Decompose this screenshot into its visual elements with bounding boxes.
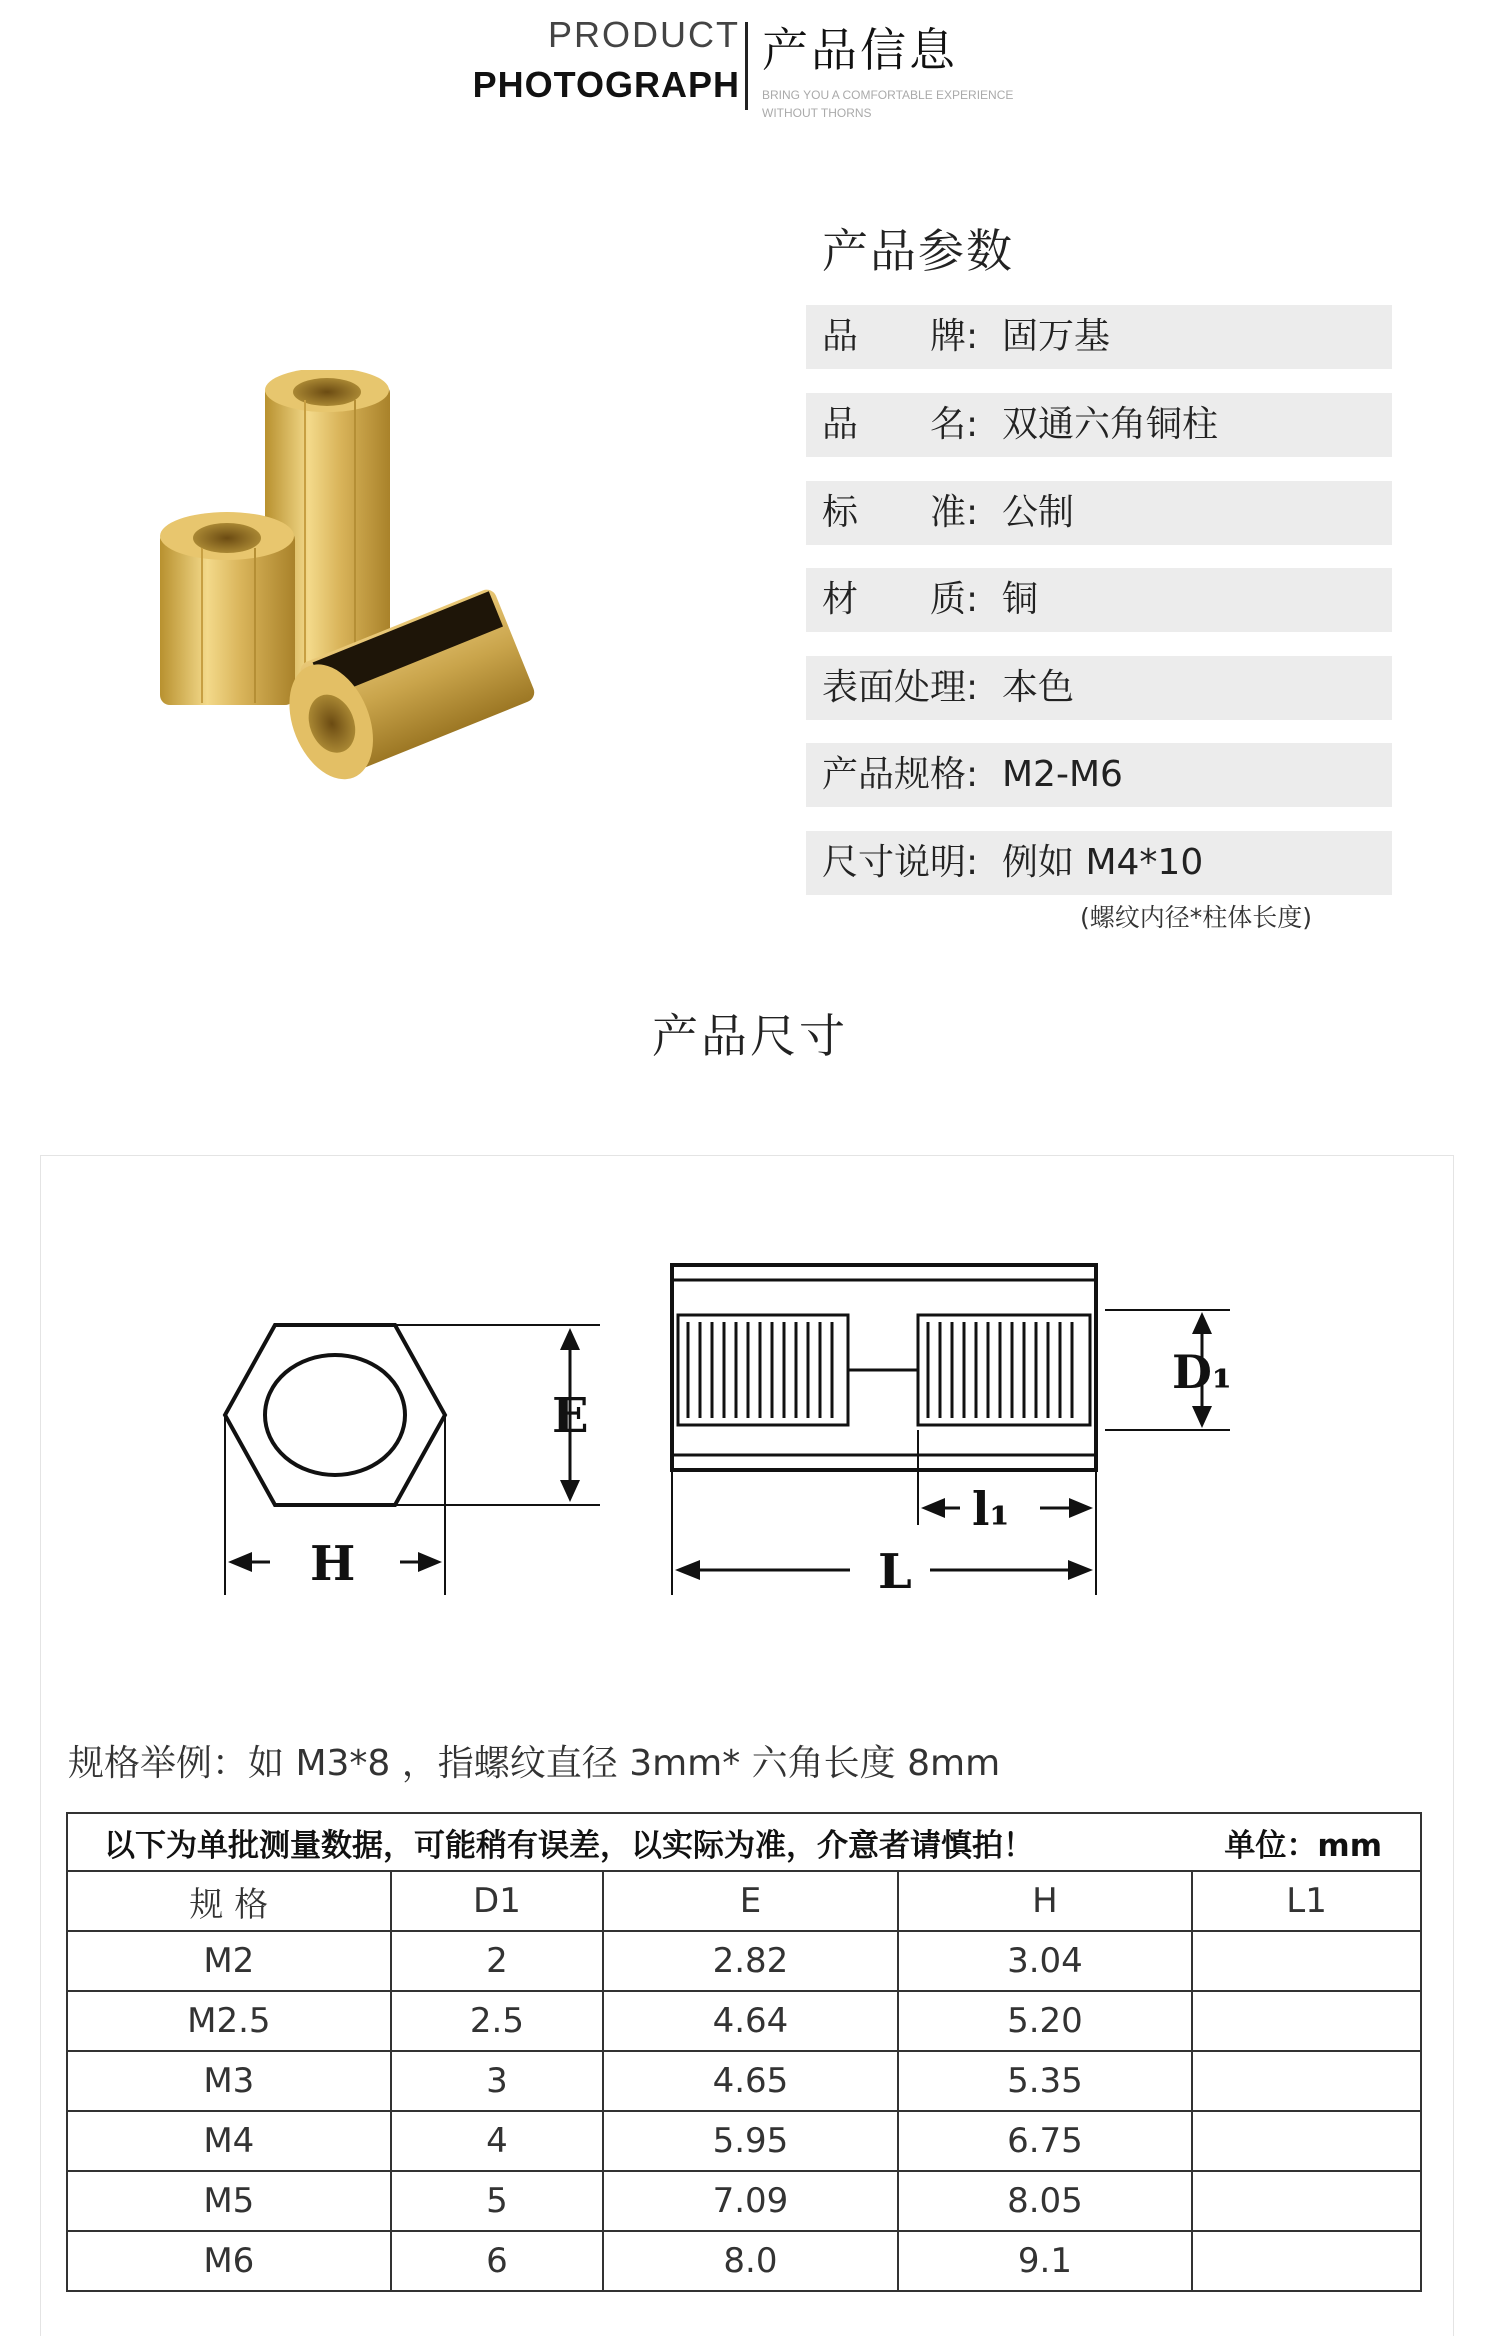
cell: 5.20 bbox=[898, 1991, 1193, 2051]
cell: 3.04 bbox=[898, 1931, 1193, 1991]
cell: 8.0 bbox=[603, 2231, 897, 2291]
header-product-word: PRODUCT bbox=[548, 14, 740, 55]
label-D1: D₁ bbox=[1172, 1345, 1233, 1399]
cell bbox=[1192, 2231, 1421, 2291]
param-value: 例如 M4*10 bbox=[1002, 842, 1204, 883]
table-row bbox=[67, 1931, 1421, 1991]
cell: 4 bbox=[391, 2111, 604, 2171]
cell bbox=[1192, 1991, 1421, 2051]
cell: 2 bbox=[391, 1931, 604, 1991]
left-thread bbox=[678, 1315, 848, 1425]
header-tagline-2: WITHOUT THORNS bbox=[762, 106, 872, 120]
param-key: 品 名: bbox=[822, 404, 979, 445]
param-row-finish bbox=[806, 656, 1392, 720]
param-row-size bbox=[806, 831, 1392, 895]
cell: 9.1 bbox=[898, 2231, 1193, 2291]
cell: 2.5 bbox=[391, 1991, 604, 2051]
cell: M2 bbox=[67, 1931, 391, 1991]
table-row bbox=[67, 2051, 1421, 2111]
param-row-standard bbox=[806, 481, 1392, 545]
cell: M2.5 bbox=[67, 1991, 391, 2051]
param-row-spec bbox=[806, 743, 1392, 807]
label-l1: l₁ bbox=[972, 1482, 1010, 1536]
table-row bbox=[67, 2231, 1421, 2291]
cell bbox=[1192, 2051, 1421, 2111]
param-row-brand bbox=[806, 305, 1392, 369]
page-header bbox=[0, 0, 1500, 130]
table-note-row bbox=[67, 1813, 1421, 1871]
label-L: L bbox=[878, 1544, 912, 1600]
cell: 8.05 bbox=[898, 2171, 1193, 2231]
label-H: H bbox=[310, 1536, 356, 1592]
header-l1: L1 bbox=[1192, 1871, 1421, 1931]
table-row bbox=[67, 2171, 1421, 2231]
cell: M4 bbox=[67, 2111, 391, 2171]
header-h: H bbox=[898, 1871, 1193, 1931]
header-tagline-1: BRING YOU A COMFORTABLE EXPERIENCE bbox=[762, 88, 1014, 102]
header-photograph-word: PHOTOGRAPH bbox=[472, 64, 740, 105]
table-note: 以下为单批测量数据，可能稍有误差，以实际为准，介意者请慎拍！ bbox=[67, 1813, 1192, 1871]
spec-example: 规格举例：如 M3*8 ，指螺纹直径 3mm* 六角长度 8mm bbox=[68, 1743, 1001, 1784]
bore-circle bbox=[265, 1355, 405, 1475]
param-value: 固万基 bbox=[1002, 316, 1111, 357]
cell: 6.75 bbox=[898, 2111, 1193, 2171]
header-e: E bbox=[603, 1871, 897, 1931]
param-key: 标 准: bbox=[822, 492, 979, 533]
param-row-material bbox=[806, 568, 1392, 632]
table-header-row bbox=[67, 1871, 1421, 1931]
param-key: 尺寸说明: bbox=[822, 842, 979, 883]
param-key: 品 牌: bbox=[822, 316, 979, 357]
param-value: 双通六角铜柱 bbox=[1002, 404, 1219, 445]
header-chinese bbox=[762, 14, 1013, 122]
param-row-name bbox=[806, 393, 1392, 457]
short-standoff bbox=[160, 512, 295, 705]
cell: 4.64 bbox=[603, 1991, 897, 2051]
cell: M6 bbox=[67, 2231, 391, 2291]
hexagon-outline bbox=[225, 1325, 445, 1505]
size-section-title: 产品尺寸 bbox=[652, 1009, 848, 1063]
cell: 5.35 bbox=[898, 2051, 1193, 2111]
cell: 5 bbox=[391, 2171, 604, 2231]
param-key: 表面处理: bbox=[822, 667, 979, 708]
header-divider bbox=[745, 22, 748, 110]
header-cn-title: 产品信息 bbox=[762, 23, 958, 77]
header-english bbox=[473, 14, 740, 106]
cell: M3 bbox=[67, 2051, 391, 2111]
cell bbox=[1192, 1931, 1421, 1991]
cell: 4.65 bbox=[603, 2051, 897, 2111]
right-thread bbox=[918, 1315, 1090, 1425]
product-photo bbox=[140, 370, 640, 860]
table-row bbox=[67, 1991, 1421, 2051]
param-value: 铜 bbox=[1002, 579, 1039, 620]
cell: 7.09 bbox=[603, 2171, 897, 2231]
dimension-diagram bbox=[210, 1250, 1270, 1610]
header-spec: 规 格 bbox=[67, 1871, 391, 1931]
cell: 6 bbox=[391, 2231, 604, 2291]
cell: 2.82 bbox=[603, 1931, 897, 1991]
param-value: M2-M6 bbox=[1002, 754, 1123, 795]
param-value: 公制 bbox=[1002, 492, 1075, 533]
params-title: 产品参数 bbox=[822, 224, 1014, 278]
header-d1: D1 bbox=[391, 1871, 604, 1931]
table-row bbox=[67, 2111, 1421, 2171]
param-value: 本色 bbox=[1002, 667, 1075, 708]
cell bbox=[1192, 2111, 1421, 2171]
dimension-table bbox=[66, 1812, 1422, 2292]
cell: 3 bbox=[391, 2051, 604, 2111]
label-E: E bbox=[552, 1388, 589, 1444]
cell: 5.95 bbox=[603, 2111, 897, 2171]
table-unit: 单位：mm bbox=[1192, 1813, 1421, 1871]
param-key: 材 质: bbox=[822, 579, 979, 620]
param-note: (螺纹内径*柱体长度) bbox=[1080, 903, 1313, 932]
param-key: 产品规格: bbox=[822, 754, 979, 795]
cell bbox=[1192, 2171, 1421, 2231]
cell: M5 bbox=[67, 2171, 391, 2231]
